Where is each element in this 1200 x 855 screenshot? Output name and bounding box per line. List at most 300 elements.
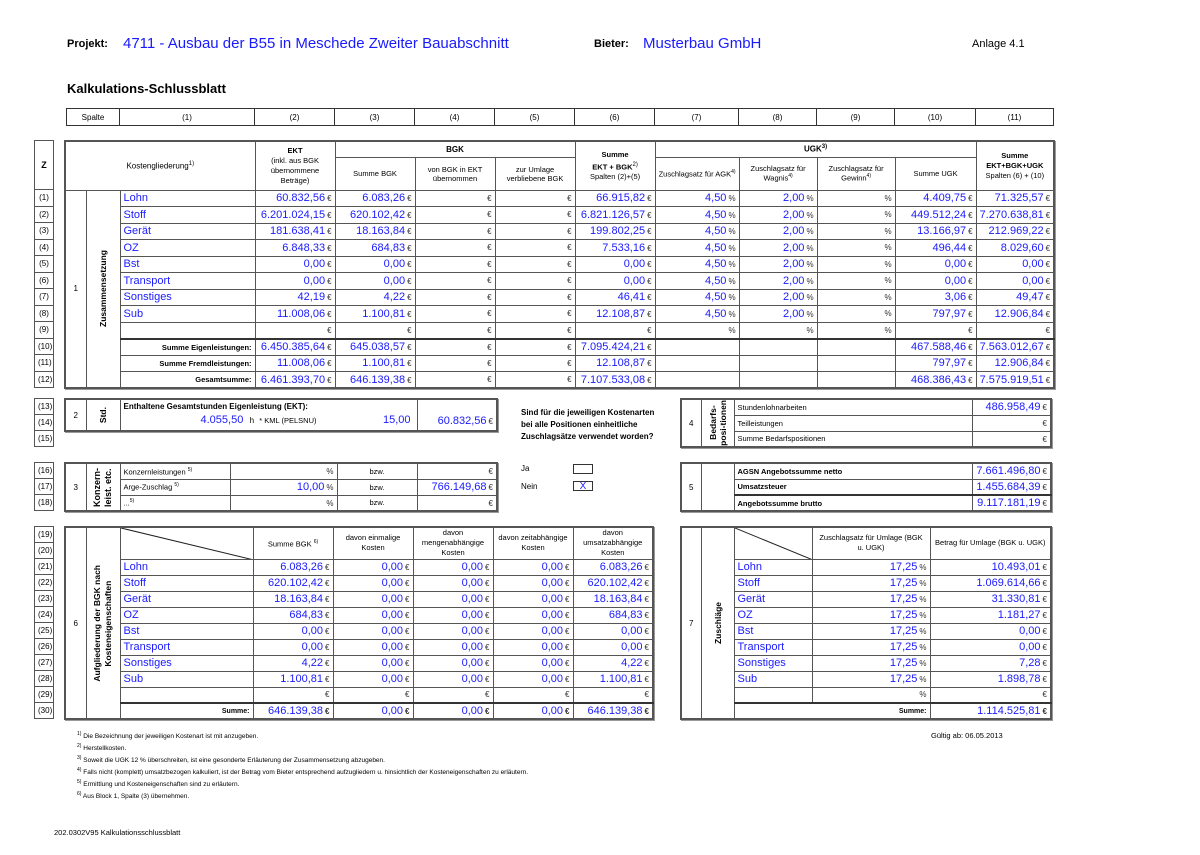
header-summe-bgk: Summe BGK	[335, 157, 415, 190]
z-row: (22)	[35, 575, 54, 591]
block1-table	[64, 140, 1055, 389]
arge-label: Arge-Zuschlag $^{5)}$	[120, 479, 230, 495]
total-value[interactable]: 71.325,57 €	[976, 190, 1054, 207]
cost-type-label: Bst	[734, 623, 812, 639]
zeit-value[interactable]: 0,00 €	[493, 591, 573, 607]
wagnis-value[interactable]: 2,00 %	[739, 223, 817, 240]
einmalig-value[interactable]: €	[333, 687, 413, 703]
sum-mengen: 0,00 €	[413, 703, 493, 719]
table-row	[65, 607, 653, 623]
satz-value[interactable]: 17,25 %	[812, 671, 930, 687]
cost-type-label: Transport	[734, 639, 812, 655]
table-row	[681, 623, 1051, 639]
angebot-brutto-label: Angebotssumme brutto	[734, 495, 972, 511]
spalte-col: (8)	[739, 109, 817, 126]
summe-ekt-bgk-value[interactable]: 66.915,82 €	[575, 190, 655, 207]
satz-value[interactable]: 17,25 %	[812, 623, 930, 639]
table-row	[681, 607, 1051, 623]
z-row: (28)	[35, 671, 54, 687]
wagnis-value[interactable]: 2,00 %	[739, 256, 817, 273]
cost-type-label: Stoff	[734, 575, 812, 591]
z-row: (21)	[35, 559, 54, 575]
zeit-value[interactable]: 0,00 €	[493, 559, 573, 575]
betrag-value[interactable]: €	[930, 687, 1051, 703]
umsatz-value[interactable]: 0,00 €	[573, 639, 653, 655]
einmalig-value[interactable]: 0,00 €	[333, 559, 413, 575]
von-bgk-total: €	[415, 372, 495, 389]
summe-ekt-bgk-value[interactable]: 46,41 €	[575, 289, 655, 306]
von-bgk-value[interactable]: €	[415, 190, 495, 207]
table-row-empty	[65, 322, 1054, 339]
bgk-value[interactable]: 684,83 €	[335, 240, 415, 257]
umsatz-value[interactable]: 6.083,26 €	[573, 559, 653, 575]
umsatz-value[interactable]: €	[573, 687, 653, 703]
other-pct[interactable]: %	[230, 495, 337, 511]
block5-side-empty	[701, 463, 734, 511]
einmalig-value[interactable]: 0,00 €	[333, 591, 413, 607]
gewinn-value[interactable]: %	[817, 207, 895, 224]
umsatz-value[interactable]: 684,83 €	[573, 607, 653, 623]
header-bgk: BGK	[335, 141, 575, 157]
teilleistungen-amount[interactable]: €	[972, 415, 1051, 431]
empty-cell	[817, 372, 895, 389]
cost-type-label[interactable]: Gerät	[120, 223, 255, 240]
header-zuschlagsatz: Zuschlagsatz für Umlage (BGK u. UGK)	[812, 527, 930, 559]
header-betrag: Betrag für Umlage (BGK u. UGK)	[930, 527, 1051, 559]
block6-side-label: Aufgliederung der BGK nach Kosteneigenschaften	[86, 527, 120, 719]
total-total: 7.563.012,67 €	[976, 339, 1054, 356]
von-bgk-value[interactable]: €	[415, 322, 495, 339]
summe-ekt-bgk-value[interactable]: 0,00 €	[575, 273, 655, 290]
bgk-value[interactable]: 6.083,26 €	[335, 190, 415, 207]
z-row: (6)	[35, 272, 54, 289]
bgk-total: 645.038,57 €	[335, 339, 415, 356]
zur-umlage-value[interactable]: €	[495, 223, 575, 240]
zeit-value[interactable]: 0,00 €	[493, 671, 573, 687]
block7-number: 7	[681, 527, 701, 719]
mengen-value[interactable]: 0,00 €	[413, 655, 493, 671]
ekt-value[interactable]: 11.008,06 €	[255, 306, 335, 323]
summe-bgk-value: 18.163,84 €	[253, 591, 333, 607]
einmalig-value[interactable]: 0,00 €	[333, 671, 413, 687]
header-summe-bgk: Summe BGK $^{6)}$	[253, 527, 333, 559]
summe-bgk-value[interactable]: €	[253, 687, 333, 703]
cost-type-label[interactable]: Stoff	[120, 207, 255, 224]
zeit-value[interactable]: 0,00 €	[493, 623, 573, 639]
summe-bgk-value: 6.083,26 €	[253, 559, 333, 575]
satz-value[interactable]: 17,25 %	[812, 575, 930, 591]
von-bgk-value[interactable]: €	[415, 240, 495, 257]
z-column-block2	[34, 398, 54, 447]
header-von-bgk: von BGK in EKT übernommen	[415, 157, 495, 190]
wagnis-value[interactable]: 2,00 %	[739, 240, 817, 257]
gewinn-value[interactable]: %	[817, 190, 895, 207]
ja-label: Ja	[521, 464, 530, 473]
von-bgk-value[interactable]: €	[415, 273, 495, 290]
stundenlohn-amount[interactable]: 486.958,49 €	[972, 399, 1051, 415]
table-row-empty	[65, 687, 653, 703]
ekt-value[interactable]: 0,00 €	[255, 256, 335, 273]
header-mengen: davon mengenabhängige Kosten	[413, 527, 493, 559]
z-row: (11)	[35, 355, 54, 372]
bgk-value[interactable]: 620.102,42 €	[335, 207, 415, 224]
total-value[interactable]: 0,00 €	[976, 256, 1054, 273]
z-row: (4)	[35, 239, 54, 256]
zur-umlage-value[interactable]: €	[495, 289, 575, 306]
table-row	[65, 190, 1054, 207]
gewinn-value[interactable]: %	[817, 273, 895, 290]
summe-ekt-bgk-total: 12.108,87 €	[575, 355, 655, 372]
cost-type-label[interactable]: OZ	[120, 240, 255, 257]
zur-umlage-value[interactable]: €	[495, 306, 575, 323]
mengen-value[interactable]: 0,00 €	[413, 671, 493, 687]
bgk-value[interactable]: 1.100,81 €	[335, 306, 415, 323]
sum-einmalig: 0,00 €	[333, 703, 413, 719]
betrag-value: 1.181,27 €	[930, 607, 1051, 623]
ugk-total: 468.386,43 €	[895, 372, 976, 389]
ugk-value[interactable]: 0,00 €	[895, 273, 976, 290]
ugk-value[interactable]: 4.409,75 €	[895, 190, 976, 207]
summe-bgk-value: 0,00 €	[253, 639, 333, 655]
wagnis-value[interactable]: 2,00 %	[739, 273, 817, 290]
gewinn-value[interactable]: %	[817, 223, 895, 240]
mengen-value[interactable]: 0,00 €	[413, 607, 493, 623]
hours-value[interactable]: 4.055,50	[200, 414, 244, 426]
gewinn-value[interactable]: %	[817, 256, 895, 273]
ekt-value[interactable]: €	[255, 322, 335, 339]
projekt-value: 4711 - Ausbau der B55 in Meschede Zweiter Bauabschnitt	[123, 35, 509, 52]
cost-type-label[interactable]: Bst	[120, 256, 255, 273]
table-row	[681, 575, 1051, 591]
kml-value[interactable]: 15,00	[382, 414, 411, 426]
mengen-value[interactable]: 0,00 €	[413, 639, 493, 655]
ugk-value[interactable]: 13.166,97 €	[895, 223, 976, 240]
umsatz-value[interactable]: 0,00 €	[573, 623, 653, 639]
total-value[interactable]: 7.270.638,81 €	[976, 207, 1054, 224]
bgk-value[interactable]: 0,00 €	[335, 256, 415, 273]
block1-side-label: Zusammensetzung	[86, 190, 120, 388]
wagnis-value[interactable]: 2,00 %	[739, 190, 817, 207]
satz-value[interactable]: 17,25 %	[812, 591, 930, 607]
cost-type-label[interactable]: Sub	[120, 306, 255, 323]
footnote: $^{5)}$ Ermittlung und Kosteneigenschaften sind zu erläutern.	[77, 779, 240, 789]
gewinn-value[interactable]: %	[817, 240, 895, 257]
ekt-value[interactable]: 6.201.024,15 €	[255, 207, 335, 224]
header-zur-umlage: zur Umlage verbliebene BGK	[495, 157, 575, 190]
z-row: (16)	[35, 463, 54, 479]
z-row: (2)	[35, 206, 54, 223]
summe-ekt-bgk-value[interactable]: 0,00 €	[575, 256, 655, 273]
agk-value[interactable]: 4,50 %	[655, 190, 739, 207]
von-bgk-value[interactable]: €	[415, 256, 495, 273]
bgk-total: 1.100,81 €	[335, 355, 415, 372]
total-total: 7.575.919,51 €	[976, 372, 1054, 389]
gewinn-value[interactable]: %	[817, 322, 895, 339]
zeit-value[interactable]: €	[493, 687, 573, 703]
satz-value[interactable]: 17,25 %	[812, 639, 930, 655]
z-row: (13)	[35, 399, 54, 415]
header-summe-ekt-bgk: Summe EKT + $BGK^{2)}$ Spalten (2)+(5)	[575, 141, 655, 190]
von-bgk-value[interactable]: €	[415, 289, 495, 306]
block2-side-label: Std.	[86, 399, 120, 431]
nein-checkbox[interactable]: X	[573, 481, 593, 491]
cost-type-label: Gerät	[734, 591, 812, 607]
cost-type-label[interactable]: Sonstiges	[120, 289, 255, 306]
einmalig-value[interactable]: 0,00 €	[333, 655, 413, 671]
block7-table	[680, 526, 1052, 720]
z-row: (3)	[35, 223, 54, 240]
wagnis-value[interactable]: 2,00 %	[739, 289, 817, 306]
spalte-col: (11)	[976, 109, 1054, 126]
block5-number: 5	[681, 463, 701, 511]
cost-type-label-empty[interactable]	[120, 687, 253, 703]
agk-value[interactable]: 4,50 %	[655, 306, 739, 323]
agk-value[interactable]: 4,50 %	[655, 240, 739, 257]
cost-type-label-empty[interactable]	[734, 687, 812, 703]
gewinn-value[interactable]: %	[817, 289, 895, 306]
ekt-value[interactable]: 0,00 €	[255, 273, 335, 290]
satz-value[interactable]: 17,25 %	[812, 607, 930, 623]
empty-cell	[739, 355, 817, 372]
sum-row	[681, 703, 1051, 719]
umsatz-value[interactable]: 620.102,42 €	[573, 575, 653, 591]
cost-type-label[interactable]: Lohn	[120, 190, 255, 207]
von-bgk-value[interactable]: €	[415, 223, 495, 240]
konzern-pct[interactable]: %	[230, 463, 337, 479]
gewinn-value[interactable]: %	[817, 306, 895, 323]
nein-label: Nein	[521, 482, 538, 491]
summe-ekt-bgk-value[interactable]: 6.821.126,57 €	[575, 207, 655, 224]
block2-hours-cell	[120, 399, 417, 431]
ekt-value[interactable]: 42,19 €	[255, 289, 335, 306]
hours-total: 60.832,56 €	[417, 399, 497, 431]
summe-bgk-value: 684,83 €	[253, 607, 333, 623]
totals-label: Gesamtsumme:	[120, 372, 255, 389]
einmalig-value[interactable]: 0,00 €	[333, 575, 413, 591]
summe-bedarf-label: Summe Bedarfspositionen	[734, 431, 972, 447]
table-row	[681, 655, 1051, 671]
zur-umlage-value[interactable]: €	[495, 190, 575, 207]
empty-cell	[817, 355, 895, 372]
footnote: $^{4)}$ Falls nicht (komplett) umsatzbezogen kalkuliert, ist der Betrag vom Bieter entsprechend aufzugliedern u. hinsichtlich der Kosteneigenschaften zu erläutern.	[77, 767, 529, 777]
ugk-total: 467.588,46 €	[895, 339, 976, 356]
zur-umlage-total: €	[495, 339, 575, 356]
table-row	[65, 306, 1054, 323]
header-zeit: davon zeitabhängige Kosten	[493, 527, 573, 559]
uniform-rates-question: Sind für die jeweiligen Kostenarten bei alle Positionen einheitliche Zuschlagsätze verwendet worden?	[521, 408, 655, 441]
zeit-value[interactable]: 0,00 €	[493, 575, 573, 591]
summe-ekt-bgk-value[interactable]: 199.802,25 €	[575, 223, 655, 240]
agk-value[interactable]: 4,50 %	[655, 256, 739, 273]
umsatz-value[interactable]: 4,22 €	[573, 655, 653, 671]
zeit-value[interactable]: 0,00 €	[493, 607, 573, 623]
totals-row	[65, 339, 1054, 356]
sum-label: Summe:	[734, 703, 930, 719]
cost-type-label-empty[interactable]	[120, 322, 255, 339]
kml-label: * KML (PELSNU)	[259, 416, 317, 425]
header-summe-ugk: Summe UGK	[895, 157, 976, 190]
einmalig-value[interactable]: 0,00 €	[333, 639, 413, 655]
z-row: (15)	[35, 431, 54, 447]
agk-value[interactable]: %	[655, 322, 739, 339]
bgk-value[interactable]: 0,00 €	[335, 273, 415, 290]
table-row	[65, 655, 653, 671]
von-bgk-value[interactable]: €	[415, 207, 495, 224]
ekt-total: 6.450.385,64 €	[255, 339, 335, 356]
summe-ekt-bgk-value[interactable]: 7.533,16 €	[575, 240, 655, 257]
table-row	[65, 289, 1054, 306]
ugk-value[interactable]: 0,00 €	[895, 256, 976, 273]
diagonal-header-cell	[120, 527, 253, 559]
z-row: (8)	[35, 305, 54, 322]
ugk-total: 797,97 €	[895, 355, 976, 372]
total-value[interactable]: 212.969,22 €	[976, 223, 1054, 240]
total-total: 12.906,84 €	[976, 355, 1054, 372]
z-column-block1	[34, 140, 54, 388]
footnote: $^{1)}$ Die Bezeichnung der jeweiligen Kostenart ist mit anzugeben.	[77, 731, 259, 741]
betrag-value: 31.330,81 €	[930, 591, 1051, 607]
table-row	[681, 559, 1051, 575]
cost-type-label: Sub	[734, 671, 812, 687]
mengen-value[interactable]: €	[413, 687, 493, 703]
total-value[interactable]: 8.029,60 €	[976, 240, 1054, 257]
von-bgk-total: €	[415, 339, 495, 356]
satz-value[interactable]: 17,25 %	[812, 655, 930, 671]
agk-value[interactable]: 4,50 %	[655, 289, 739, 306]
total-value[interactable]: 49,47 €	[976, 289, 1054, 306]
z-row: (7)	[35, 289, 54, 306]
wagnis-value[interactable]: %	[739, 322, 817, 339]
satz-value[interactable]: %	[812, 687, 930, 703]
umsatzsteuer-label: Umsatzsteuer	[734, 479, 972, 495]
summe-bgk-value: 4,22 €	[253, 655, 333, 671]
zur-umlage-value[interactable]: €	[495, 207, 575, 224]
block2-title: Enthaltene Gesamtstunden Eigenleistung (EKT):	[123, 402, 308, 411]
z-row: (19)	[35, 527, 54, 543]
sum-summe: 646.139,38 €	[253, 703, 333, 719]
spalte-col: (9)	[817, 109, 895, 126]
zeit-value[interactable]: 0,00 €	[493, 655, 573, 671]
umsatz-value[interactable]: 1.100,81 €	[573, 671, 653, 687]
einmalig-value[interactable]: 0,00 €	[333, 623, 413, 639]
other-amount[interactable]: €	[417, 495, 497, 511]
bgk-value[interactable]: €	[335, 322, 415, 339]
table-row	[65, 223, 1054, 240]
konzern-amount[interactable]: €	[417, 463, 497, 479]
table-row	[681, 671, 1051, 687]
summe-bedarf-amount[interactable]: €	[972, 431, 1051, 447]
document-id: 202.0302V95 Kalkulationsschlussblatt	[54, 828, 181, 837]
ugk-value[interactable]: 449.512,24 €	[895, 207, 976, 224]
sum-row	[65, 703, 653, 719]
table-row	[65, 671, 653, 687]
summe-ekt-bgk-value[interactable]: €	[575, 322, 655, 339]
zur-umlage-value[interactable]: €	[495, 240, 575, 257]
table-row	[681, 639, 1051, 655]
total-value[interactable]: €	[976, 322, 1054, 339]
von-bgk-value[interactable]: €	[415, 306, 495, 323]
satz-value[interactable]: 17,25 %	[812, 559, 930, 575]
diagonal-header-cell	[734, 527, 812, 559]
betrag-value: 1.898,78 €	[930, 671, 1051, 687]
z-row: (30)	[35, 703, 54, 719]
cost-type-label: Stoff	[120, 575, 253, 591]
zeit-value[interactable]: 0,00 €	[493, 639, 573, 655]
ekt-value[interactable]: 181.638,41 €	[255, 223, 335, 240]
spalte-label: Spalte	[67, 109, 120, 126]
agk-value[interactable]: 4,50 %	[655, 223, 739, 240]
bgk-total: 646.139,38 €	[335, 372, 415, 389]
teilleistungen-label: Teilleistungen	[734, 415, 972, 431]
mengen-value[interactable]: 0,00 €	[413, 623, 493, 639]
bgk-value[interactable]: 4,22 €	[335, 289, 415, 306]
umsatzsteuer-amount: 1.455.684,39 €	[972, 479, 1051, 495]
footnote: $^{2)}$ Herstellkosten.	[77, 743, 127, 753]
mengen-value[interactable]: 0,00 €	[413, 575, 493, 591]
spalte-col: (2)	[255, 109, 335, 126]
diagonal-line-icon	[121, 528, 254, 559]
total-value[interactable]: 0,00 €	[976, 273, 1054, 290]
wagnis-value[interactable]: 2,00 %	[739, 207, 817, 224]
agk-value[interactable]: 4,50 %	[655, 273, 739, 290]
mengen-value[interactable]: 0,00 €	[413, 559, 493, 575]
diagonal-line-icon	[735, 528, 813, 559]
ugk-value[interactable]: 797,97 €	[895, 306, 976, 323]
umsatz-value[interactable]: 18.163,84 €	[573, 591, 653, 607]
header-kostengliederung: Kostengliederung$^{1)}$	[65, 141, 255, 190]
ugk-value[interactable]: 496,44 €	[895, 240, 976, 257]
summe-ekt-bgk-value[interactable]: 12.108,87 €	[575, 306, 655, 323]
spalte-col: (6)	[575, 109, 655, 126]
ja-checkbox[interactable]	[573, 464, 593, 474]
total-value[interactable]: 12.906,84 €	[976, 306, 1054, 323]
mengen-value[interactable]: 0,00 €	[413, 591, 493, 607]
footnotes	[77, 728, 528, 800]
cost-type-label: Transport	[120, 639, 253, 655]
block7-side-label: Zuschläge	[701, 527, 734, 719]
bgk-value[interactable]: 18.163,84 €	[335, 223, 415, 240]
ekt-value[interactable]: 6.848,33 €	[255, 240, 335, 257]
z-row: (12)	[35, 371, 54, 388]
agk-value[interactable]: 4,50 %	[655, 207, 739, 224]
arge-amount[interactable]: 766.149,68 €	[417, 479, 497, 495]
summe-ekt-bgk-total: 7.107.533,08 €	[575, 372, 655, 389]
spalte-col: (1)	[120, 109, 255, 126]
z-row: (29)	[35, 687, 54, 703]
totals-row	[65, 372, 1054, 389]
table-row	[65, 575, 653, 591]
zur-umlage-value[interactable]: €	[495, 256, 575, 273]
arge-pct[interactable]: 10,00 %	[230, 479, 337, 495]
cost-type-label: Lohn	[120, 559, 253, 575]
ugk-value[interactable]: 3,06 €	[895, 289, 976, 306]
zur-umlage-value[interactable]: €	[495, 273, 575, 290]
zur-umlage-value[interactable]: €	[495, 322, 575, 339]
cost-type-label[interactable]: Transport	[120, 273, 255, 290]
spalte-header-row	[66, 108, 1054, 126]
wagnis-value[interactable]: 2,00 %	[739, 306, 817, 323]
ekt-value[interactable]: 60.832,56 €	[255, 190, 335, 207]
bieter-label: Bieter:	[594, 38, 629, 50]
table-row	[65, 559, 653, 575]
spalte-col: (4)	[415, 109, 495, 126]
anlage-label: Anlage 4.1	[972, 38, 1025, 50]
ugk-value[interactable]: €	[895, 322, 976, 339]
footnote: $^{3)}$ Soweit die UGK 12 % überschreiten, ist eine gesonderte Erläuterung der Zusammensetzung abzugeben.	[77, 755, 385, 765]
header-summe-all: Summe EKT+BGK+UGK Spalten (6) + (10)	[976, 141, 1054, 190]
empty-cell	[817, 339, 895, 356]
einmalig-value[interactable]: 0,00 €	[333, 607, 413, 623]
